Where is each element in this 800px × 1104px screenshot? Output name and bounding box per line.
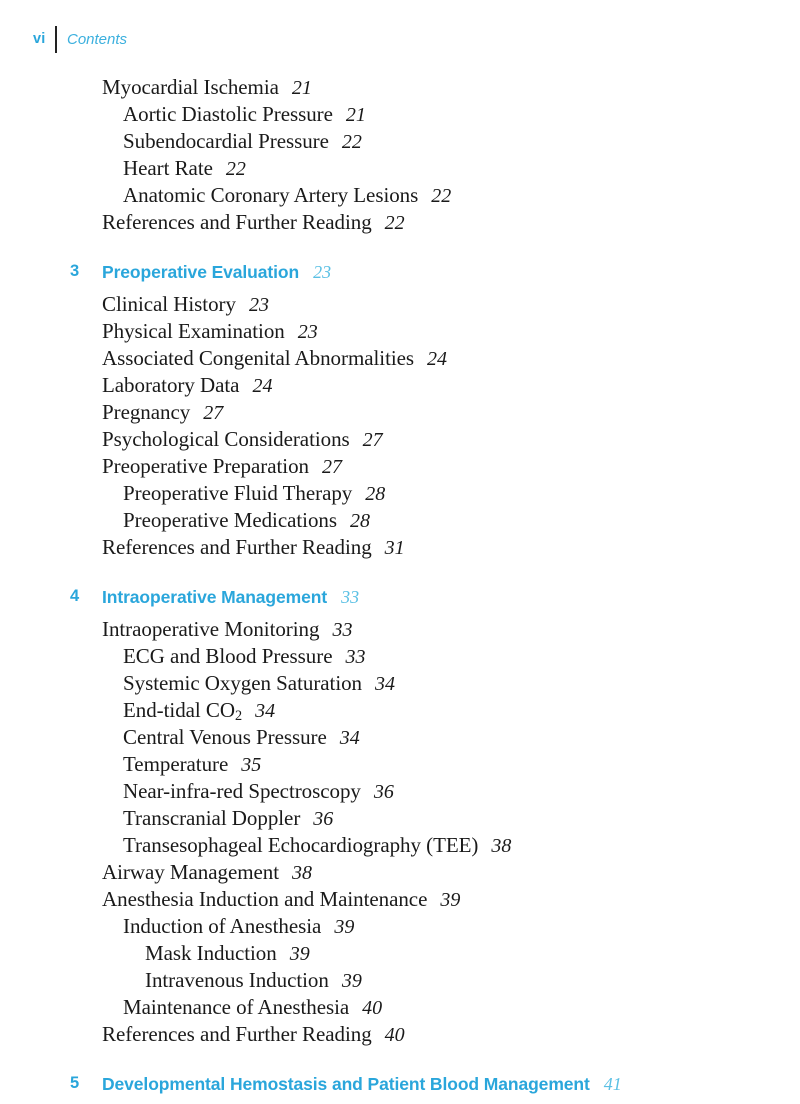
toc-page-number: 40 <box>384 1024 405 1046</box>
toc-page-number: 36 <box>313 808 334 830</box>
toc-entry-label: Systemic Oxygen Saturation <box>123 671 363 695</box>
toc-entry-label: Associated Congenital Abnormalities <box>102 346 415 370</box>
page-folio: vi <box>33 30 46 47</box>
running-head-rule <box>55 26 58 53</box>
toc-entry-label: Physical Examination <box>102 319 285 343</box>
toc-chapter-row[interactable] <box>0 262 800 292</box>
toc-page-number: 39 <box>440 889 461 911</box>
toc-entry-label: Transesophageal Echocardiography (TEE) <box>123 833 479 857</box>
toc-entry-row[interactable] <box>0 968 800 995</box>
toc-entry-row[interactable] <box>0 644 800 671</box>
chapter-title: Developmental Hemostasis and Patient Blood Management <box>102 1074 590 1094</box>
toc-chapter-row[interactable] <box>0 1074 800 1104</box>
toc-entry-label: Pregnancy <box>102 400 191 424</box>
toc-page-number: 24 <box>252 375 273 397</box>
toc-page-number: 34 <box>375 673 396 695</box>
toc-entry-row[interactable] <box>0 481 800 508</box>
toc-page-number: 24 <box>427 348 448 370</box>
toc-entry-label: Intravenous Induction <box>145 968 329 992</box>
chemical-subscript: 2 <box>234 708 243 725</box>
toc-entry-label: Airway Management <box>102 860 280 884</box>
toc-entry-label: Transcranial Doppler <box>123 806 301 830</box>
toc-page-number: 27 <box>362 429 383 451</box>
chapter-number: 3 <box>70 262 80 280</box>
toc-entry-row[interactable] <box>0 779 800 806</box>
toc-entry-label: Aortic Diastolic Pressure <box>123 102 333 126</box>
toc-entry-label: Clinical History <box>102 292 236 316</box>
toc-entry-row[interactable] <box>0 292 800 319</box>
toc-entry-label: Heart Rate <box>123 156 213 180</box>
toc-entry-row[interactable] <box>0 346 800 373</box>
toc-page-number: 22 <box>225 158 246 180</box>
toc-page-number: 35 <box>241 754 262 776</box>
running-head-title: Contents <box>67 30 128 48</box>
table-of-contents <box>0 75 800 1104</box>
toc-page-number: 23 <box>297 321 318 343</box>
toc-entry-label: Near-infra-red Spectroscopy <box>123 779 361 803</box>
toc-chapter-row[interactable] <box>0 587 800 617</box>
toc-entry-row[interactable] <box>0 671 800 698</box>
toc-entry-label: References and Further Reading <box>102 210 372 234</box>
toc-page-number: 39 <box>289 943 310 965</box>
toc-entry-row[interactable] <box>0 373 800 400</box>
toc-entry-row[interactable] <box>0 508 800 535</box>
running-head <box>33 25 127 53</box>
toc-entry-label: ECG and Blood Pressure <box>123 644 333 668</box>
toc-entry-label: Mask Induction <box>145 941 277 965</box>
toc-page-number: 41 <box>603 1074 622 1094</box>
toc-entry-row[interactable] <box>0 887 800 914</box>
toc-entry-label: Anatomic Coronary Artery Lesions <box>123 183 419 207</box>
toc-entry-label: References and Further Reading <box>102 1022 372 1046</box>
toc-entry-row[interactable] <box>0 319 800 346</box>
toc-entry-row[interactable] <box>0 156 800 183</box>
toc-entry-row[interactable] <box>0 75 800 102</box>
toc-entry-row[interactable] <box>0 210 800 237</box>
toc-page-number: 22 <box>384 212 405 234</box>
toc-entry-row[interactable] <box>0 725 800 752</box>
toc-entry-label: Intraoperative Monitoring <box>102 617 320 641</box>
toc-page-number: 22 <box>431 185 452 207</box>
toc-page-number: 27 <box>203 402 224 424</box>
toc-page-number: 33 <box>345 646 366 668</box>
toc-entry-row[interactable] <box>0 914 800 941</box>
toc-entry-label: Laboratory Data <box>102 373 240 397</box>
toc-entry-label: Maintenance of Anesthesia <box>123 995 350 1019</box>
chapter-title: Preoperative Evaluation <box>102 262 300 282</box>
toc-page-number: 23 <box>313 262 332 282</box>
toc-page-number: 31 <box>384 537 405 559</box>
toc-entry-row[interactable] <box>0 427 800 454</box>
toc-entry-row[interactable] <box>0 400 800 427</box>
toc-entry-row[interactable] <box>0 617 800 644</box>
toc-page-number: 21 <box>291 77 312 99</box>
toc-entry-row[interactable] <box>0 535 800 562</box>
toc-entry-row[interactable] <box>0 941 800 968</box>
toc-entry-row[interactable] <box>0 102 800 129</box>
toc-page-number: 21 <box>345 104 366 126</box>
toc-entry-row[interactable] <box>0 183 800 210</box>
toc-entry-label: Myocardial Ischemia <box>102 75 279 99</box>
toc-page-number: 38 <box>491 835 512 857</box>
toc-entry-row[interactable] <box>0 833 800 860</box>
toc-entry-row[interactable] <box>0 995 800 1022</box>
toc-page-number: 28 <box>365 483 386 505</box>
toc-entry-label: Temperature <box>123 752 229 776</box>
toc-entry-label: Induction of Anesthesia <box>123 914 322 938</box>
toc-entry-row[interactable] <box>0 454 800 481</box>
toc-entry-label: Anesthesia Induction and Maintenance <box>102 887 428 911</box>
toc-page-number: 28 <box>349 510 370 532</box>
toc-entry-label: Central Venous Pressure <box>123 725 327 749</box>
chapter-number: 4 <box>70 587 80 605</box>
toc-entry-label: Preoperative Medications <box>123 508 337 532</box>
toc-page-number: 39 <box>341 970 362 992</box>
toc-entry-row[interactable] <box>0 129 800 156</box>
toc-page-number: 34 <box>339 727 360 749</box>
toc-page-number: 22 <box>341 131 362 153</box>
toc-page-number: 33 <box>332 619 353 641</box>
toc-page-number: 36 <box>373 781 394 803</box>
toc-entry-label: References and Further Reading <box>102 535 372 559</box>
toc-page-number: 33 <box>341 587 360 607</box>
toc-entry-row[interactable] <box>0 1022 800 1049</box>
toc-page-number: 39 <box>334 916 355 938</box>
toc-page-number: 27 <box>321 456 342 478</box>
toc-entry-label: Preoperative Fluid Therapy <box>123 481 353 505</box>
chapter-title: Intraoperative Management <box>102 587 328 607</box>
toc-entry-row[interactable] <box>0 860 800 887</box>
toc-page-number: 38 <box>292 862 313 884</box>
toc-page-number: 34 <box>255 700 276 722</box>
toc-entry-label: Subendocardial Pressure <box>123 129 329 153</box>
toc-entry-row[interactable] <box>0 698 800 725</box>
chapter-number: 5 <box>70 1074 80 1092</box>
toc-entry-label: End-tidal $CO_2$ <box>123 698 243 725</box>
toc-page-number: 23 <box>248 294 269 316</box>
toc-entry-row[interactable] <box>0 806 800 833</box>
toc-entry-row[interactable] <box>0 752 800 779</box>
toc-entry-label: Psychological Considerations <box>102 427 350 451</box>
toc-entry-label: Preoperative Preparation <box>102 454 309 478</box>
toc-page-number: 40 <box>362 997 383 1019</box>
